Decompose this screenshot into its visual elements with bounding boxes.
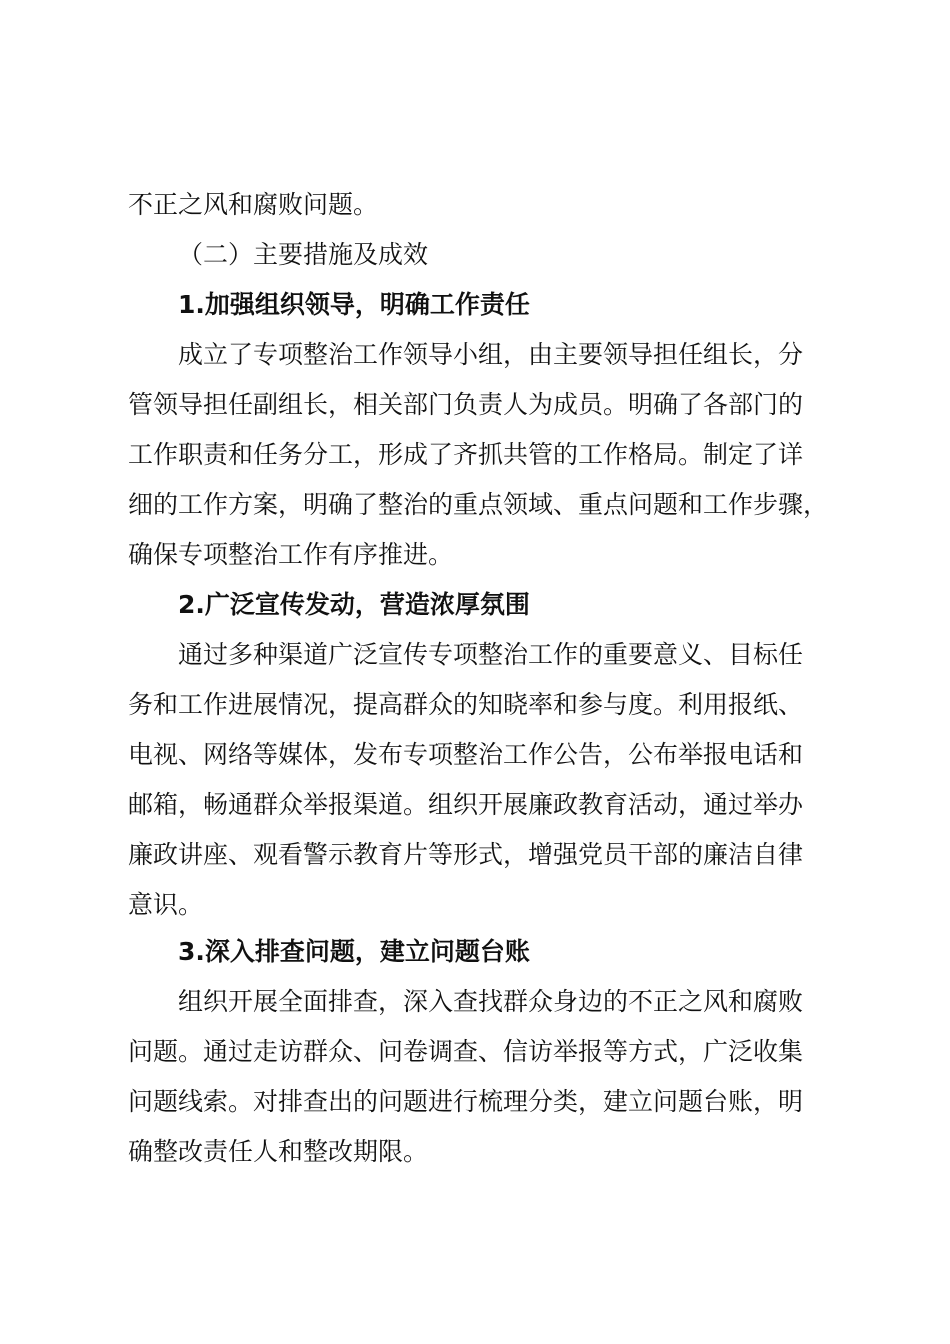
paragraph-line: 务和工作进展情况，提高群众的知晓率和参与度。利用报纸、	[128, 690, 804, 719]
paragraph-line: 组织开展全面排查，深入查找群众身边的不正之风和腐败	[178, 987, 804, 1016]
paragraph-line: 成立了专项整治工作领导小组，由主要领导担任组长，分	[178, 340, 804, 369]
paragraph-line: 管领导担任副组长，相关部门负责人为成员。明确了各部门的	[128, 390, 804, 419]
paragraph-line: 问题线索。对排查出的问题进行梳理分类，建立问题台账，明	[128, 1087, 804, 1116]
paragraph-line: 工作职责和任务分工，形成了齐抓共管的工作格局。制定了详	[128, 440, 804, 469]
section-heading: （二）主要措施及成效	[178, 240, 429, 269]
paragraph-line: 问题。通过走访群众、问卷调查、信访举报等方式，广泛收集	[128, 1037, 804, 1066]
paragraph-line: 确整改责任人和整改期限。	[128, 1137, 429, 1166]
paragraph-line: 邮箱，畅通群众举报渠道。组织开展廉政教育活动，通过举办	[128, 790, 804, 819]
paragraph-line: 电视、网络等媒体，发布专项整治工作公告，公布举报电话和	[128, 740, 804, 769]
paragraph-line: 细的工作方案，明确了整治的重点领域、重点问题和工作步骤，	[128, 490, 829, 519]
paragraph-line: 通过多种渠道广泛宣传专项整治工作的重要意义、目标任	[178, 640, 804, 669]
subsection-heading: 1.加强组织领导，明确工作责任	[178, 290, 530, 319]
paragraph-line: 廉政讲座、观看警示教育片等形式，增强党员干部的廉洁自律	[128, 840, 804, 869]
subsection-heading: 3.深入排查问题，建立问题台账	[178, 937, 530, 966]
paragraph-line: 确保专项整治工作有序推进。	[128, 540, 454, 569]
paragraph-line: 不正之风和腐败问题。	[128, 190, 379, 219]
subsection-heading: 2.广泛宣传发动，营造浓厚氛围	[178, 590, 530, 619]
paragraph-line: 意识。	[128, 890, 204, 919]
